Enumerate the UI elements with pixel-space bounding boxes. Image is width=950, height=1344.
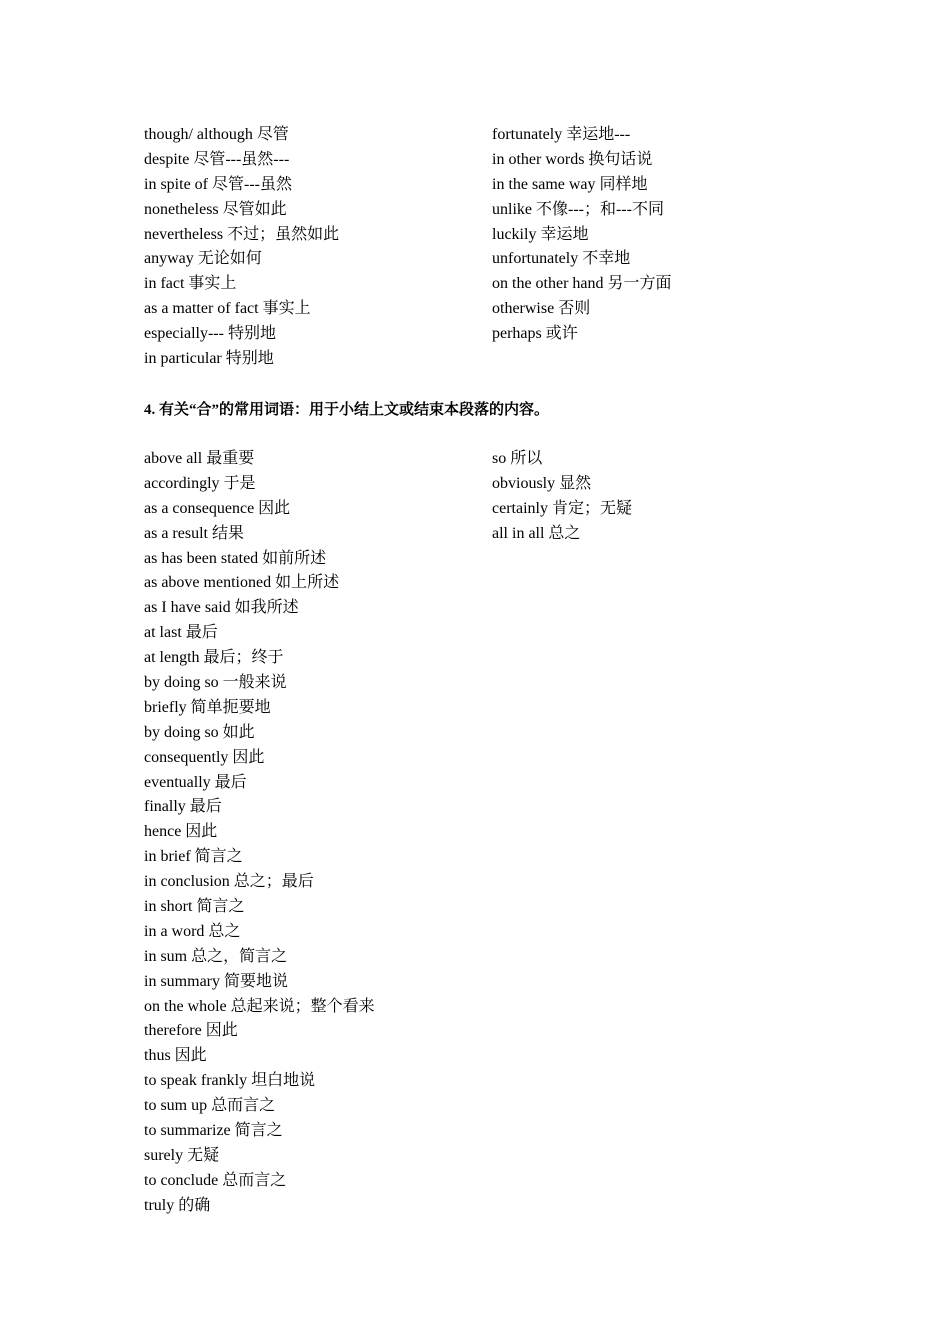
phrase-entry: otherwise 否则 (492, 300, 591, 318)
phrase-entry: so 所以 (492, 450, 543, 467)
phrase-entry: especially--- 特别地 (144, 325, 276, 343)
phrase-entry: truly 的确 (144, 1196, 211, 1214)
phrase-entry: in short 简言之 (144, 898, 245, 916)
phrase-entry: perhaps 或许 (492, 325, 578, 343)
phrase-entry: to conclude 总而言之 (144, 1171, 287, 1189)
phrase-entry: on the other hand 另一方面 (492, 275, 672, 293)
phrase-entry: at length 最后；终于 (144, 649, 284, 667)
phrase-entry: in spite of 尽管---虽然 (144, 175, 292, 193)
section1-right-column (492, 123, 672, 347)
phrase-entry: accordingly 于是 (144, 474, 256, 492)
section2-right-column (492, 447, 632, 547)
phrase-entry: by doing so 一般来说 (144, 674, 287, 692)
phrase-entry: to sum up 总而言之 (144, 1097, 276, 1115)
phrase-entry: as has been stated 如前所述 (144, 549, 327, 567)
phrase-entry: eventually 最后 (144, 773, 247, 791)
phrase-entry: nonetheless 尽管如此 (144, 200, 287, 218)
phrase-entry: by doing so 如此 (144, 723, 255, 741)
phrase-entry: as a consequence 因此 (144, 499, 291, 517)
phrase-entry: as a matter of fact 事实上 (144, 300, 311, 318)
phrase-entry: despite 尽管---虽然--- (144, 150, 290, 168)
phrase-entry: to speak frankly 坦白地说 (144, 1072, 316, 1090)
phrase-entry: as a result 结果 (144, 524, 244, 542)
phrase-entry: all in all 总之 (492, 524, 581, 542)
section-heading: 4. 有关“合”的常用词语：用于小结上文或结束本段落的内容。 (144, 402, 550, 418)
phrase-entry: above all 最重要 (144, 450, 255, 467)
phrase-entry: as above mentioned 如上所述 (144, 574, 340, 592)
phrase-entry: in a word 总之 (144, 922, 241, 940)
phrase-entry: unlike 不像---；和---不同 (492, 200, 664, 218)
phrase-entry: finally 最后 (144, 798, 222, 816)
phrase-entry: in sum 总之，简言之 (144, 947, 288, 965)
phrase-entry: in summary 简要地说 (144, 972, 288, 990)
phrase-entry: in fact 事实上 (144, 275, 237, 293)
phrase-entry: therefore 因此 (144, 1022, 238, 1040)
phrase-entry: consequently 因此 (144, 748, 265, 766)
phrase-entry: hence 因此 (144, 823, 218, 841)
phrase-entry: surely 无疑 (144, 1146, 220, 1164)
phrase-entry: unfortunately 不幸地 (492, 250, 631, 268)
phrase-entry: obviously 显然 (492, 474, 592, 492)
phrase-entry: luckily 幸运地 (492, 225, 589, 243)
section2-left-column (144, 447, 375, 1219)
phrase-entry: certainly 肯定；无疑 (492, 499, 632, 517)
phrase-entry: in other words 换句话说 (492, 150, 653, 168)
phrase-entry: to summarize 简言之 (144, 1122, 283, 1140)
phrase-entry: thus 因此 (144, 1047, 207, 1065)
phrase-entry: though/ although 尽管 (144, 126, 289, 143)
phrase-entry: anyway 无论如何 (144, 250, 262, 268)
phrase-entry: in conclusion 总之；最后 (144, 873, 314, 891)
phrase-entry: as I have said 如我所述 (144, 599, 299, 617)
phrase-entry: in brief 简言之 (144, 848, 243, 866)
phrase-entry: nevertheless 不过；虽然如此 (144, 225, 340, 243)
phrase-entry: in the same way 同样地 (492, 175, 648, 193)
phrase-entry: on the whole 总起来说；整个看来 (144, 997, 375, 1015)
phrase-entry: fortunately 幸运地--- (492, 126, 631, 143)
phrase-entry: at last 最后 (144, 624, 218, 642)
section1-left-column (144, 123, 339, 372)
phrase-entry: in particular 特别地 (144, 350, 274, 368)
phrase-entry: briefly 简单扼要地 (144, 698, 271, 716)
